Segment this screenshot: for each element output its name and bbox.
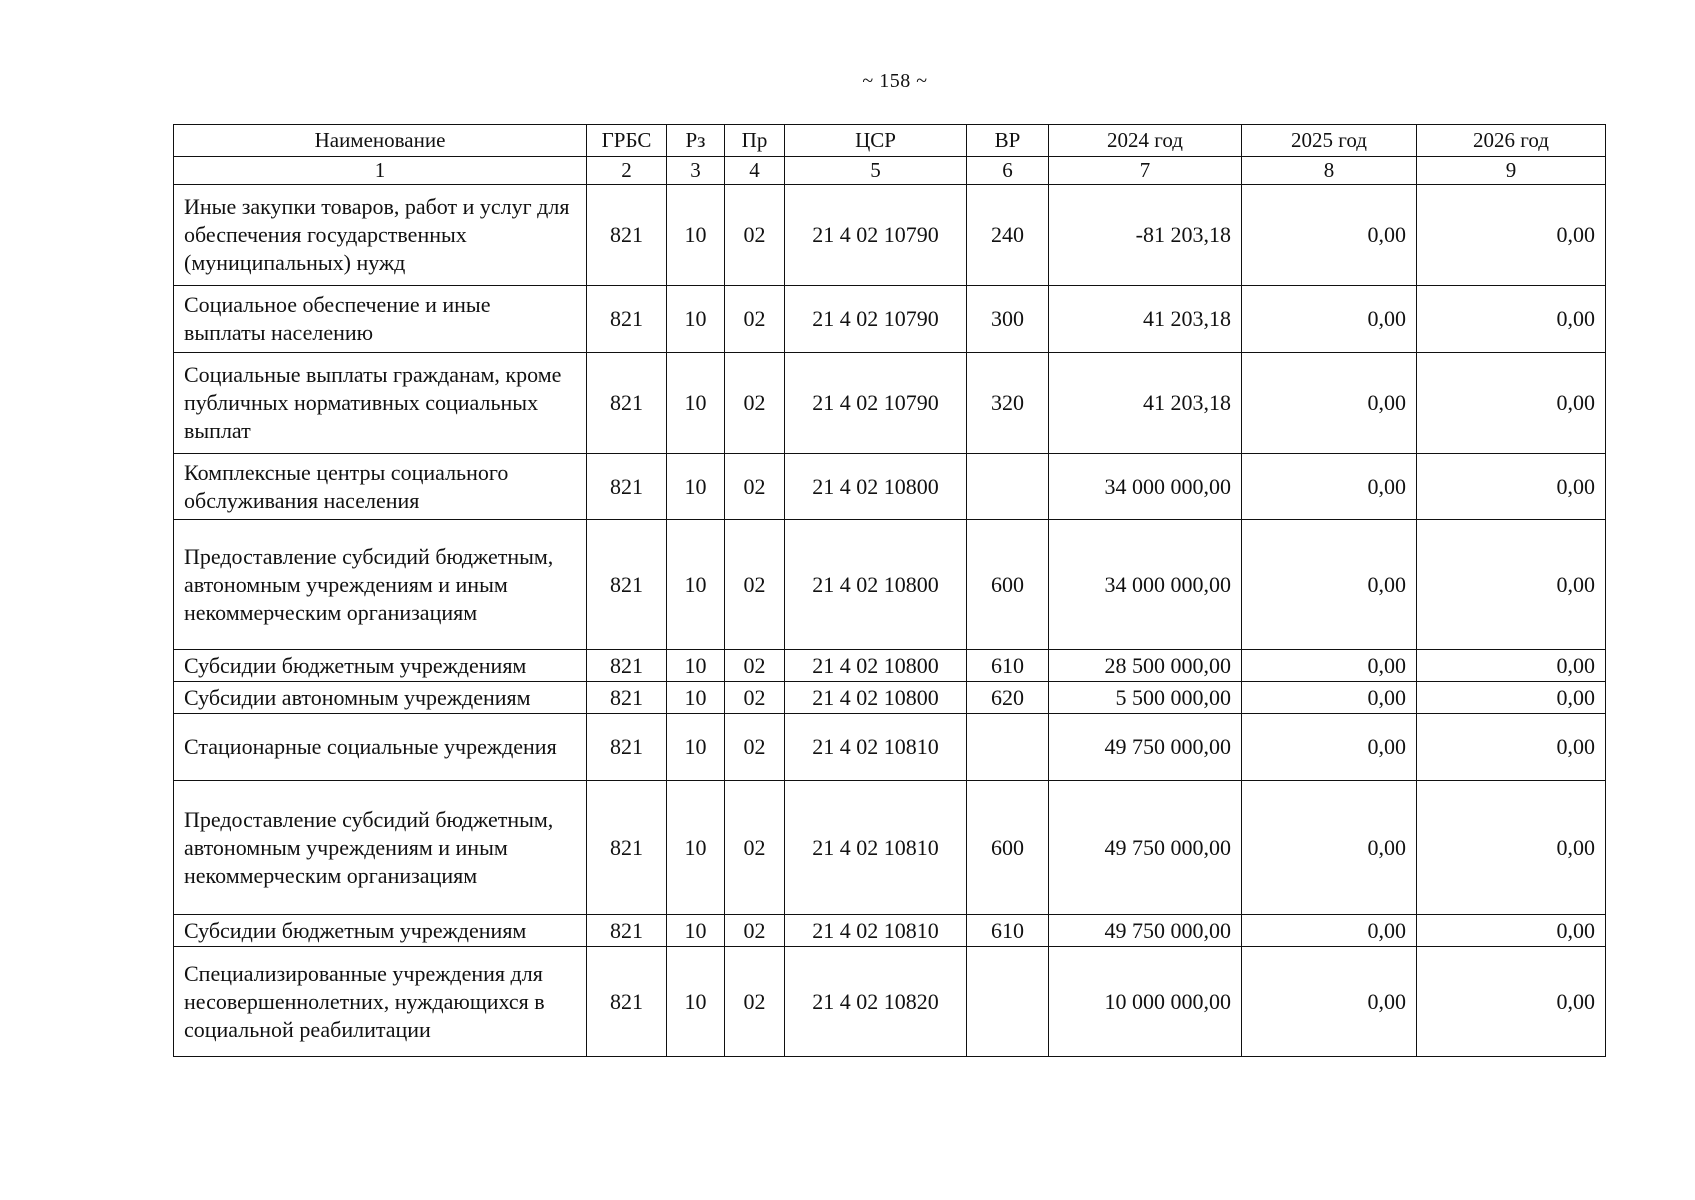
row-2026: 0,00 bbox=[1417, 947, 1606, 1057]
row-pr: 02 bbox=[725, 781, 785, 915]
row-name: Предоставление субсидий бюджетным, автономным учреждениям и иным некоммерческим организациям bbox=[174, 520, 587, 650]
row-2024: 28 500 000,00 bbox=[1049, 650, 1242, 682]
row-csr: 21 4 02 10790 bbox=[785, 353, 967, 454]
row-2025: 0,00 bbox=[1242, 682, 1417, 714]
row-rz: 10 bbox=[667, 781, 725, 915]
table-row bbox=[174, 915, 1606, 947]
col-header-2026: 2026 год bbox=[1417, 125, 1606, 157]
row-grbs: 821 bbox=[587, 947, 667, 1057]
row-pr: 02 bbox=[725, 650, 785, 682]
row-vr bbox=[967, 454, 1049, 520]
col-header-2025: 2025 год bbox=[1242, 125, 1417, 157]
col-number: 8 bbox=[1242, 157, 1417, 185]
row-name: Субсидии бюджетным учреждениям bbox=[174, 915, 587, 947]
row-grbs: 821 bbox=[587, 353, 667, 454]
row-csr: 21 4 02 10790 bbox=[785, 185, 967, 286]
row-grbs: 821 bbox=[587, 520, 667, 650]
col-header-2024: 2024 год bbox=[1049, 125, 1242, 157]
row-2025: 0,00 bbox=[1242, 714, 1417, 781]
row-vr: 240 bbox=[967, 185, 1049, 286]
col-header-rz: Рз bbox=[667, 125, 725, 157]
col-number: 9 bbox=[1417, 157, 1606, 185]
row-csr: 21 4 02 10800 bbox=[785, 520, 967, 650]
col-number: 5 bbox=[785, 157, 967, 185]
row-2026: 0,00 bbox=[1417, 454, 1606, 520]
col-number: 2 bbox=[587, 157, 667, 185]
row-pr: 02 bbox=[725, 714, 785, 781]
row-vr: 300 bbox=[967, 286, 1049, 353]
row-2024: 41 203,18 bbox=[1049, 353, 1242, 454]
row-2025: 0,00 bbox=[1242, 185, 1417, 286]
row-2026: 0,00 bbox=[1417, 185, 1606, 286]
row-2025: 0,00 bbox=[1242, 781, 1417, 915]
row-2025: 0,00 bbox=[1242, 520, 1417, 650]
row-2025: 0,00 bbox=[1242, 286, 1417, 353]
col-number: 7 bbox=[1049, 157, 1242, 185]
row-grbs: 821 bbox=[587, 781, 667, 915]
row-2024: 41 203,18 bbox=[1049, 286, 1242, 353]
col-header-vr: ВР bbox=[967, 125, 1049, 157]
row-2024: 5 500 000,00 bbox=[1049, 682, 1242, 714]
row-vr: 620 bbox=[967, 682, 1049, 714]
table-row bbox=[174, 947, 1606, 1057]
row-name: Специализированные учреждения для несовершеннолетних, нуждающихся в социальной реабилитации bbox=[174, 947, 587, 1057]
budget-table bbox=[173, 124, 1606, 1057]
row-vr: 600 bbox=[967, 781, 1049, 915]
row-2026: 0,00 bbox=[1417, 650, 1606, 682]
row-2024: 49 750 000,00 bbox=[1049, 714, 1242, 781]
row-vr: 610 bbox=[967, 915, 1049, 947]
row-name: Субсидии бюджетным учреждениям bbox=[174, 650, 587, 682]
row-rz: 10 bbox=[667, 650, 725, 682]
row-2024: 49 750 000,00 bbox=[1049, 915, 1242, 947]
row-pr: 02 bbox=[725, 286, 785, 353]
row-2024: 34 000 000,00 bbox=[1049, 520, 1242, 650]
row-grbs: 821 bbox=[587, 714, 667, 781]
budget-table-container bbox=[173, 124, 1605, 1057]
col-number: 3 bbox=[667, 157, 725, 185]
row-name: Субсидии автономным учреждениям bbox=[174, 682, 587, 714]
row-csr: 21 4 02 10790 bbox=[785, 286, 967, 353]
col-header-name: Наименование bbox=[174, 125, 587, 157]
col-number: 6 bbox=[967, 157, 1049, 185]
table-row bbox=[174, 185, 1606, 286]
row-2026: 0,00 bbox=[1417, 286, 1606, 353]
row-grbs: 821 bbox=[587, 682, 667, 714]
row-pr: 02 bbox=[725, 185, 785, 286]
row-2025: 0,00 bbox=[1242, 915, 1417, 947]
row-rz: 10 bbox=[667, 185, 725, 286]
row-name: Стационарные социальные учреждения bbox=[174, 714, 587, 781]
row-csr: 21 4 02 10800 bbox=[785, 682, 967, 714]
row-2024: -81 203,18 bbox=[1049, 185, 1242, 286]
row-rz: 10 bbox=[667, 915, 725, 947]
page-number: ~ 158 ~ bbox=[862, 70, 928, 92]
row-2024: 49 750 000,00 bbox=[1049, 781, 1242, 915]
row-pr: 02 bbox=[725, 520, 785, 650]
row-2026: 0,00 bbox=[1417, 781, 1606, 915]
row-name: Предоставление субсидий бюджетным, автономным учреждениям и иным некоммерческим организациям bbox=[174, 781, 587, 915]
row-csr: 21 4 02 10810 bbox=[785, 915, 967, 947]
row-vr: 610 bbox=[967, 650, 1049, 682]
row-2024: 10 000 000,00 bbox=[1049, 947, 1242, 1057]
row-rz: 10 bbox=[667, 353, 725, 454]
table-row bbox=[174, 353, 1606, 454]
row-name: Социальные выплаты гражданам, кроме публичных нормативных социальных выплат bbox=[174, 353, 587, 454]
row-csr: 21 4 02 10810 bbox=[785, 781, 967, 915]
col-header-grbs: ГРБС bbox=[587, 125, 667, 157]
row-name: Иные закупки товаров, работ и услуг для обеспечения государственных (муниципальных) нужд bbox=[174, 185, 587, 286]
row-pr: 02 bbox=[725, 947, 785, 1057]
row-2025: 0,00 bbox=[1242, 650, 1417, 682]
row-pr: 02 bbox=[725, 454, 785, 520]
row-pr: 02 bbox=[725, 915, 785, 947]
row-pr: 02 bbox=[725, 353, 785, 454]
col-number: 1 bbox=[174, 157, 587, 185]
row-2026: 0,00 bbox=[1417, 714, 1606, 781]
row-2026: 0,00 bbox=[1417, 682, 1606, 714]
row-vr: 320 bbox=[967, 353, 1049, 454]
row-2026: 0,00 bbox=[1417, 520, 1606, 650]
row-vr: 600 bbox=[967, 520, 1049, 650]
row-pr: 02 bbox=[725, 682, 785, 714]
row-rz: 10 bbox=[667, 454, 725, 520]
table-row bbox=[174, 682, 1606, 714]
table-row bbox=[174, 650, 1606, 682]
row-csr: 21 4 02 10820 bbox=[785, 947, 967, 1057]
row-rz: 10 bbox=[667, 682, 725, 714]
row-grbs: 821 bbox=[587, 286, 667, 353]
col-header-pr: Пр bbox=[725, 125, 785, 157]
row-2025: 0,00 bbox=[1242, 454, 1417, 520]
row-2024: 34 000 000,00 bbox=[1049, 454, 1242, 520]
row-2025: 0,00 bbox=[1242, 353, 1417, 454]
row-grbs: 821 bbox=[587, 454, 667, 520]
header-row bbox=[174, 125, 1606, 157]
row-2025: 0,00 bbox=[1242, 947, 1417, 1057]
row-grbs: 821 bbox=[587, 915, 667, 947]
col-header-csr: ЦСР bbox=[785, 125, 967, 157]
row-rz: 10 bbox=[667, 520, 725, 650]
table-row bbox=[174, 781, 1606, 915]
row-grbs: 821 bbox=[587, 185, 667, 286]
column-number-row bbox=[174, 157, 1606, 185]
table-row bbox=[174, 454, 1606, 520]
col-number: 4 bbox=[725, 157, 785, 185]
row-csr: 21 4 02 10800 bbox=[785, 650, 967, 682]
row-rz: 10 bbox=[667, 947, 725, 1057]
row-vr bbox=[967, 947, 1049, 1057]
row-name: Социальное обеспечение и иные выплаты населению bbox=[174, 286, 587, 353]
table-row bbox=[174, 714, 1606, 781]
row-rz: 10 bbox=[667, 286, 725, 353]
row-name: Комплексные центры социального обслуживания населения bbox=[174, 454, 587, 520]
table-row bbox=[174, 286, 1606, 353]
row-2026: 0,00 bbox=[1417, 915, 1606, 947]
row-csr: 21 4 02 10810 bbox=[785, 714, 967, 781]
row-grbs: 821 bbox=[587, 650, 667, 682]
table-row bbox=[174, 520, 1606, 650]
row-csr: 21 4 02 10800 bbox=[785, 454, 967, 520]
row-rz: 10 bbox=[667, 714, 725, 781]
row-2026: 0,00 bbox=[1417, 353, 1606, 454]
row-vr bbox=[967, 714, 1049, 781]
